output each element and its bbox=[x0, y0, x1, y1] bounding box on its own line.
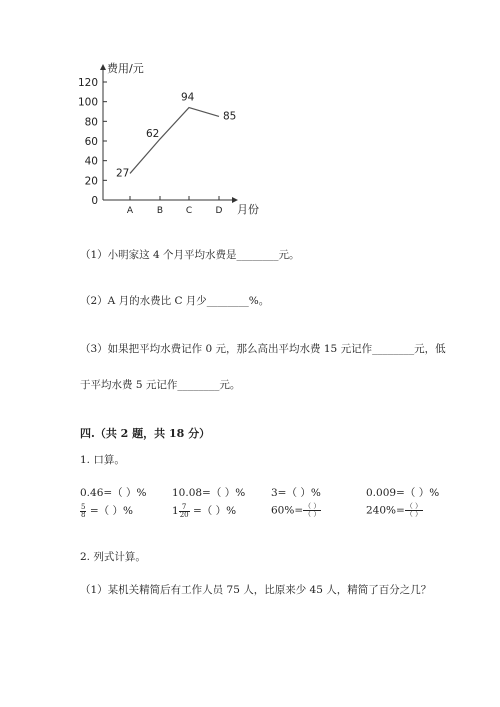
section-4-heading: 四.（共 2 题，共 18 分） bbox=[80, 427, 211, 440]
sub-question-2-title: 2. 列式计算。 bbox=[80, 551, 146, 563]
fraction: $\frac{( )}{( )}$ bbox=[405, 502, 423, 518]
data-label: 62 bbox=[146, 128, 160, 141]
calc-row2-item1: $\frac{5}{8}$ =（ ）% bbox=[81, 502, 133, 519]
data-label: 27 bbox=[116, 167, 130, 180]
water-fee-line-chart bbox=[0, 0, 500, 225]
x-tick-label: B bbox=[156, 206, 164, 216]
calc-row1-item4: 0.009=（ ）% bbox=[366, 487, 440, 499]
x-tick-labels bbox=[127, 196, 223, 216]
sub-question-2-item-1: （1）某机关精简后有工作人员 75 人，比原来少 45 人，精简了百分之几？ bbox=[80, 584, 432, 596]
fraction: $\frac{( )}{( )}$ bbox=[304, 502, 321, 518]
calc-row1-item1: 0.46=（ ）% bbox=[80, 487, 147, 499]
question-1: （1）小明家这 4 个月平均水费是________元。 bbox=[80, 249, 300, 261]
question-2: （2）A 月的水费比 C 月少________%。 bbox=[80, 295, 270, 307]
y-tick-label: 40 bbox=[84, 155, 98, 168]
fraction: $\frac{7}{20}$ bbox=[179, 502, 189, 519]
y-axis-label: 费用/元 bbox=[107, 62, 144, 75]
chart-axes bbox=[100, 64, 238, 203]
series-polyline bbox=[130, 108, 219, 174]
y-tick-label: 60 bbox=[84, 136, 98, 148]
data-label: 94 bbox=[181, 91, 195, 104]
y-tick-label: 0 bbox=[91, 195, 98, 207]
x-tick-label: A bbox=[126, 206, 134, 216]
data-labels bbox=[116, 92, 236, 180]
question-3-line-1: （3）如果把平均水费记作 0 元，那么高出平均水费 15 元记作________元，低 bbox=[80, 343, 446, 355]
y-tick-label: 120 bbox=[77, 77, 98, 89]
y-axis-arrow bbox=[100, 64, 106, 70]
calc-row2-item4: 240%= $\frac{( )}{( )}$ bbox=[366, 502, 423, 518]
x-tick-label: C bbox=[185, 206, 193, 216]
fraction: $\frac{5}{8}$ bbox=[81, 502, 86, 519]
y-tick-label: 80 bbox=[84, 116, 98, 129]
x-axis-label: 月份 bbox=[237, 203, 259, 216]
y-tick-label: 100 bbox=[77, 96, 98, 109]
y-tick-label: 20 bbox=[84, 175, 98, 188]
data-label: 85 bbox=[223, 110, 237, 123]
series-line bbox=[130, 108, 219, 174]
calc-row2-item2: 1 $\frac{7}{20}$ =（ ）% bbox=[172, 502, 237, 519]
calc-row1-item3: 3=（ ）% bbox=[271, 487, 321, 499]
calc-row1-item2: 10.08=（ ）% bbox=[172, 487, 246, 499]
sub-question-1-title: 1. 口算。 bbox=[80, 454, 125, 466]
question-3-line-2: 于平均水费 5 元记作________元。 bbox=[80, 379, 241, 391]
x-tick-label: D bbox=[215, 206, 223, 216]
calc-row2-item3: 60%= $\frac{( )}{( )}$ bbox=[271, 502, 321, 518]
